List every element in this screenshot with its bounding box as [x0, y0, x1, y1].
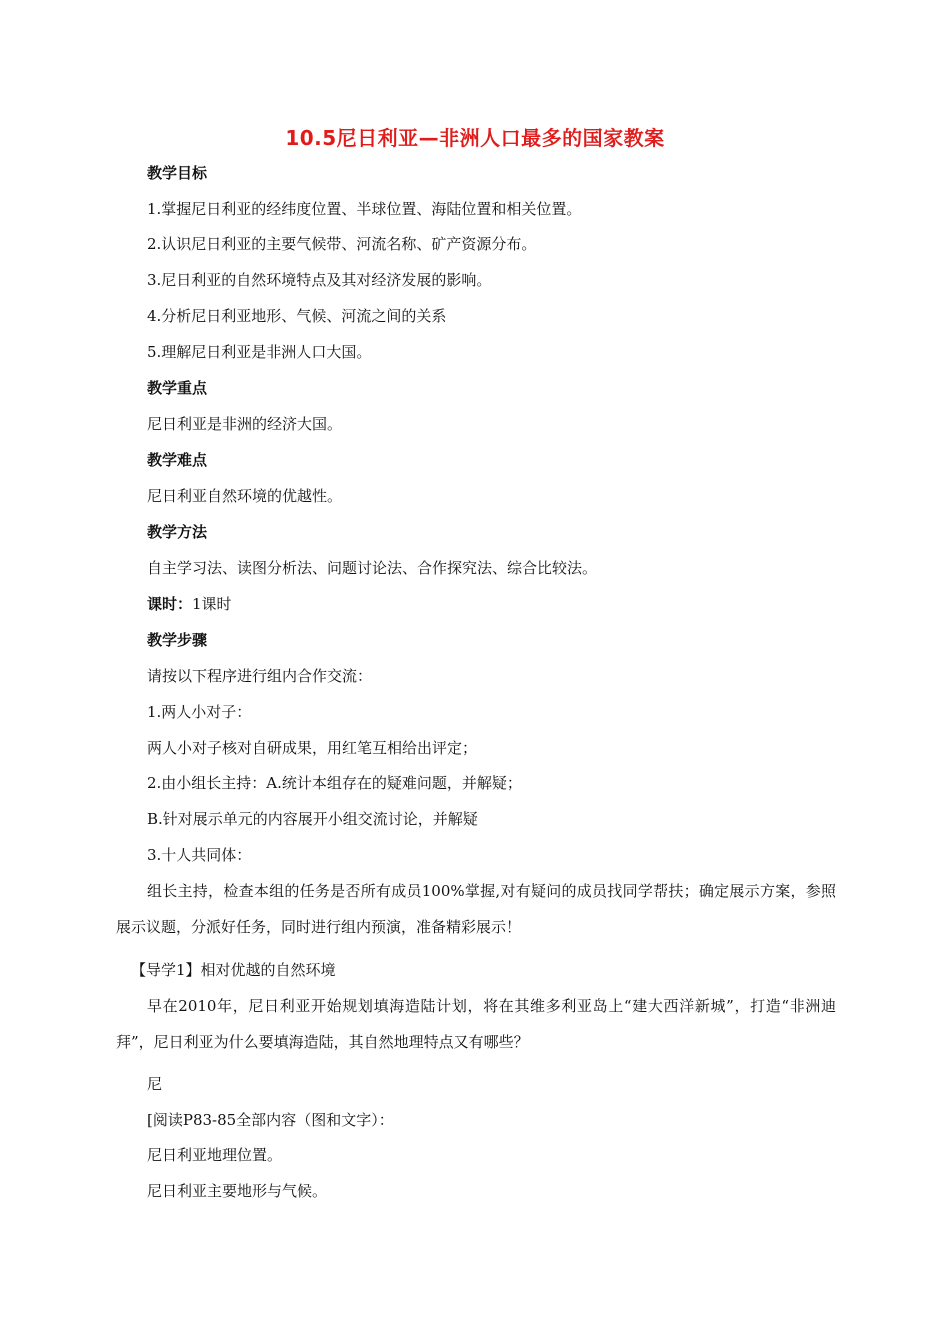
period-label: 课时： — [147, 595, 193, 613]
reading-line: [阅读P83-85全部内容（图和文字）： — [147, 1111, 394, 1129]
step-line: B.针对展示单元的内容展开小组交流讨论，并解疑 — [147, 810, 478, 828]
key-text: 尼日利亚是非洲的经济大国。 — [147, 415, 343, 433]
steps-heading: 教学步骤 — [147, 631, 208, 649]
reading-item: 尼日利亚地理位置。 — [147, 1146, 283, 1164]
step-line: 两人小对子核对自研成果，用红笔互相给出评定； — [147, 739, 478, 757]
fragment-text: 尼 — [147, 1075, 163, 1093]
method-heading: 教学方法 — [147, 523, 208, 541]
difficulty-heading: 教学难点 — [147, 451, 208, 469]
period-line — [147, 594, 232, 614]
reading-item: 尼日利亚主要地形与气候。 — [147, 1182, 328, 1200]
guide1-paragraph: 早在2010年，尼日利亚开始规划填海造陆计划，将在其维多利亚岛上“建大西洋新城”，打造“非洲迪拜”，尼日利亚为什么要填海造陆，其自然地理特点又有哪些？ — [116, 997, 836, 1051]
objective-item: 2.认识尼日利亚的主要气候带、河流名称、矿产资源分布。 — [147, 235, 537, 253]
difficulty-text: 尼日利亚自然环境的优越性。 — [147, 487, 343, 505]
objective-item: 4.分析尼日利亚地形、气候、河流之间的关系 — [147, 307, 447, 325]
step-line: 2.由小组长主持：A.统计本组存在的疑难问题，并解疑； — [147, 774, 522, 792]
method-text: 自主学习法、读图分析法、问题讨论法、合作探究法、综合比较法。 — [147, 559, 598, 577]
step-line: 请按以下程序进行组内合作交流： — [147, 667, 373, 685]
period-value: 1课时 — [192, 595, 232, 613]
document-title: 10.5尼日利亚—非洲人口最多的国家教案 — [285, 126, 665, 150]
objective-item: 1.掌握尼日利亚的经纬度位置、半球位置、海陆位置和相关位置。 — [147, 200, 582, 218]
step-line: 1.两人小对子： — [147, 703, 252, 721]
objective-item: 5.理解尼日利亚是非洲人口大国。 — [147, 343, 372, 361]
objective-item: 3.尼日利亚的自然环境特点及其对经济发展的影响。 — [147, 271, 492, 289]
step-line: 3.十人共同体： — [147, 846, 252, 864]
group-paragraph: 组长主持，检查本组的任务是否所有成员100%掌握,对有疑问的成员找同学帮扶；确定展示方案，参照展示议题，分派好任务，同时进行组内预演，准备精彩展示！ — [116, 882, 836, 936]
objectives-heading: 教学目标 — [147, 164, 208, 182]
key-heading: 教学重点 — [147, 379, 208, 397]
guide1-label: 【导学1】相对优越的自然环境 — [131, 961, 336, 979]
